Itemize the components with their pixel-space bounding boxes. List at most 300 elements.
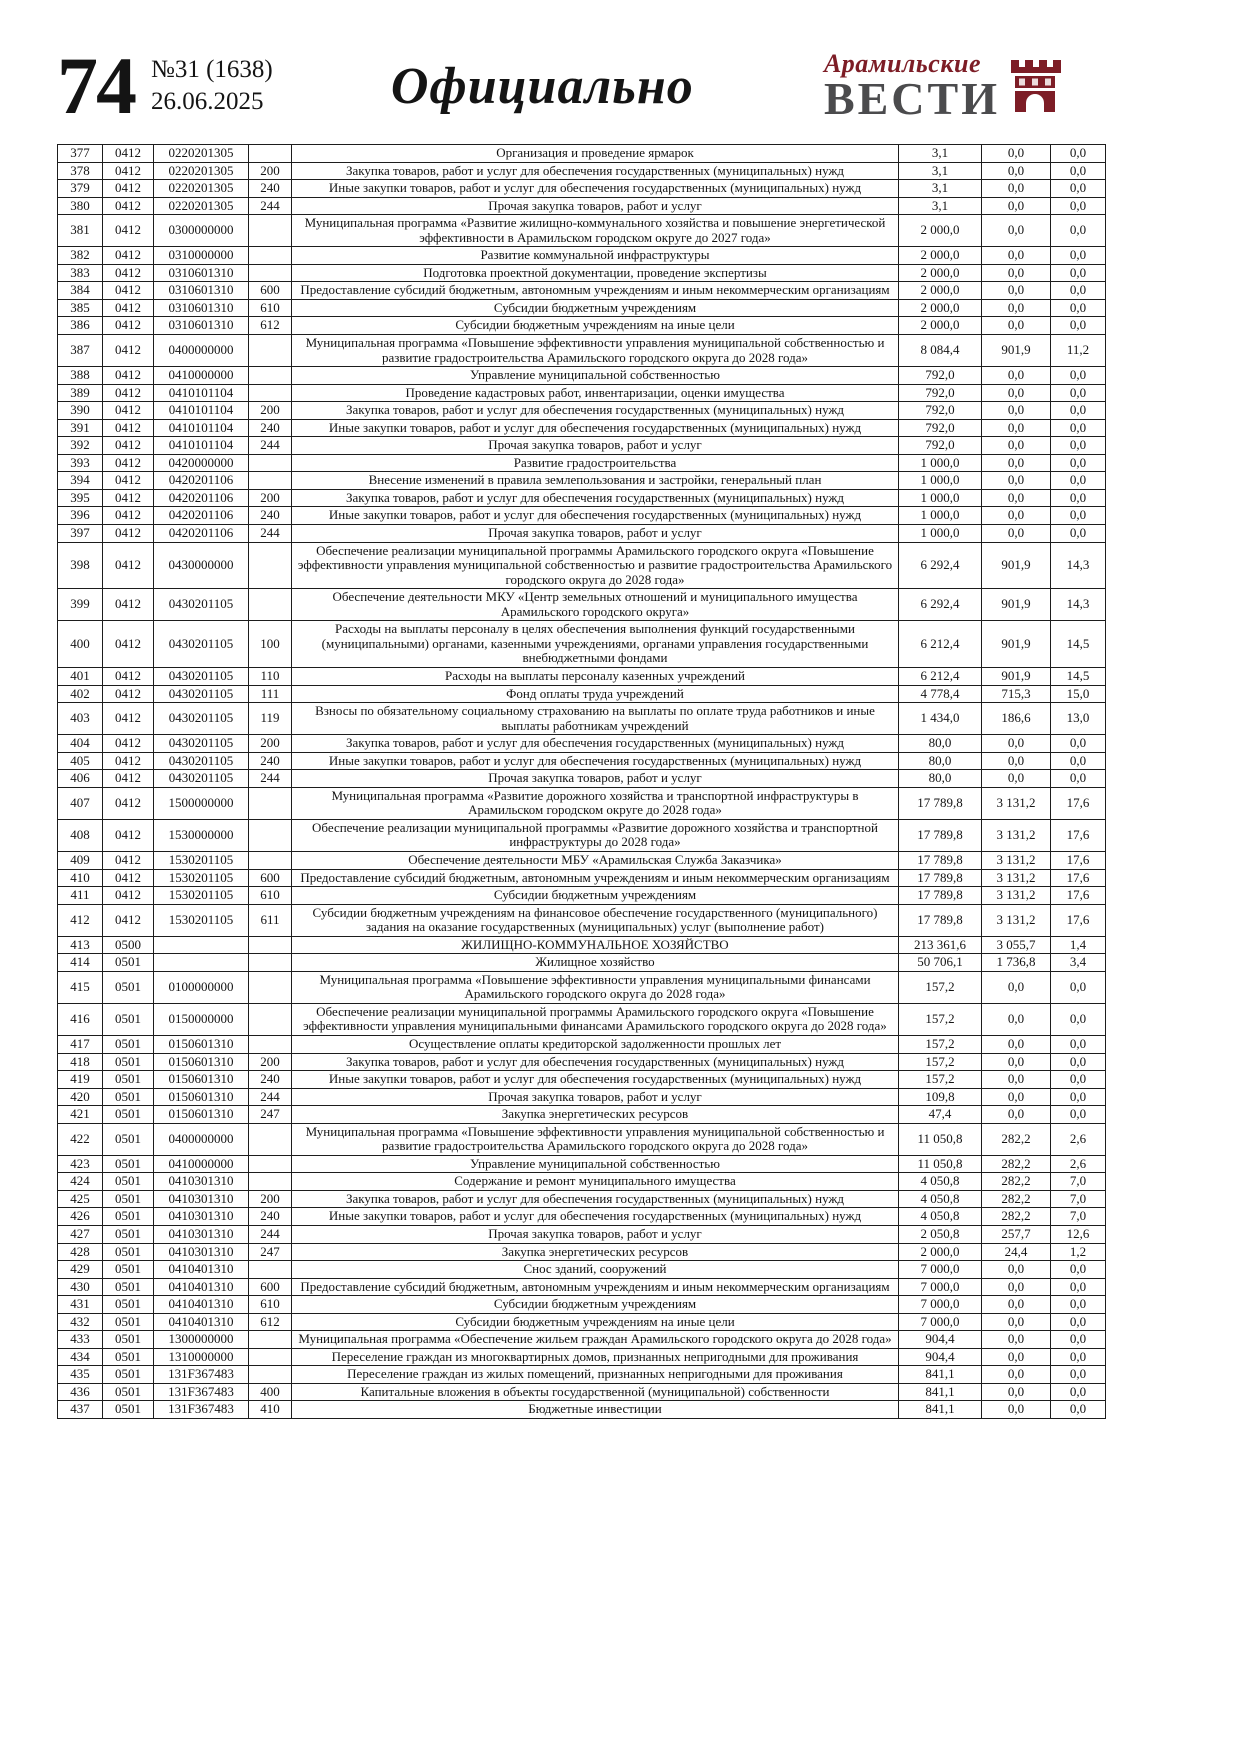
amount-col-3: 17,6 xyxy=(1051,851,1106,869)
amount-col-1: 157,2 xyxy=(899,1003,982,1035)
row-number: 392 xyxy=(58,437,103,455)
section-code: 0412 xyxy=(103,454,154,472)
row-number: 428 xyxy=(58,1243,103,1261)
amount-col-1: 1 000,0 xyxy=(899,507,982,525)
section-code: 0501 xyxy=(103,1190,154,1208)
issue-block xyxy=(151,54,273,119)
table-row xyxy=(58,1035,1106,1053)
table-row xyxy=(58,402,1106,420)
expense-type-code xyxy=(249,787,292,819)
expense-type-code xyxy=(249,335,292,367)
target-article-code: 0430201105 xyxy=(154,703,249,735)
section-code: 0501 xyxy=(103,1088,154,1106)
row-number: 403 xyxy=(58,703,103,735)
row-number: 393 xyxy=(58,454,103,472)
expense-type-code: 240 xyxy=(249,752,292,770)
amount-col-3: 3,4 xyxy=(1051,954,1106,972)
section-code: 0501 xyxy=(103,1383,154,1401)
amount-col-1: 2 000,0 xyxy=(899,299,982,317)
expense-type-code: 610 xyxy=(249,1296,292,1314)
target-article-code: 0150601310 xyxy=(154,1106,249,1124)
row-number: 431 xyxy=(58,1296,103,1314)
expense-type-code: 200 xyxy=(249,489,292,507)
expense-type-code xyxy=(249,936,292,954)
amount-col-1: 4 050,8 xyxy=(899,1173,982,1191)
expense-name: Закупка товаров, работ и услуг для обеспечения государственных (муниципальных) нужд xyxy=(292,1190,899,1208)
amount-col-1: 11 050,8 xyxy=(899,1155,982,1173)
target-article-code: 0410301310 xyxy=(154,1243,249,1261)
amount-col-3: 0,0 xyxy=(1051,971,1106,1003)
expense-name: Прочая закупка товаров, работ и услуг xyxy=(292,525,899,543)
section-code: 0412 xyxy=(103,507,154,525)
expense-name: Обеспечение деятельности МКУ «Центр земельных отношений и муниципального имущества Арамильского городского округа» xyxy=(292,589,899,621)
table-row xyxy=(58,247,1106,265)
amount-col-1: 157,2 xyxy=(899,1071,982,1089)
expense-name: Закупка товаров, работ и услуг для обеспечения государственных (муниципальных) нужд xyxy=(292,162,899,180)
target-article-code: 0430201105 xyxy=(154,685,249,703)
section-code: 0501 xyxy=(103,1173,154,1191)
amount-col-1: 904,4 xyxy=(899,1331,982,1349)
expense-name: Снос зданий, сооружений xyxy=(292,1261,899,1279)
target-article-code: 0150601310 xyxy=(154,1053,249,1071)
expense-name: Прочая закупка товаров, работ и услуг xyxy=(292,197,899,215)
amount-col-1: 7 000,0 xyxy=(899,1261,982,1279)
expense-name: Обеспечение деятельности МБУ «Арамильская Служба Заказчика» xyxy=(292,851,899,869)
table-row xyxy=(58,335,1106,367)
expense-name: Муниципальная программа «Повышение эффективности управления муниципальной собственностью и развитие градостроительства Арамильского городского округа до 2028 года» xyxy=(292,335,899,367)
target-article-code xyxy=(154,936,249,954)
amount-col-3: 0,0 xyxy=(1051,299,1106,317)
target-article-code: 0150601310 xyxy=(154,1035,249,1053)
expense-name: Расходы на выплаты персоналу казенных учреждений xyxy=(292,667,899,685)
amount-col-1: 1 000,0 xyxy=(899,489,982,507)
amount-col-2: 282,2 xyxy=(982,1173,1051,1191)
amount-col-2: 715,3 xyxy=(982,685,1051,703)
expense-type-code xyxy=(249,954,292,972)
expense-type-code: 240 xyxy=(249,419,292,437)
table-row xyxy=(58,1401,1106,1419)
row-number: 408 xyxy=(58,819,103,851)
table-row xyxy=(58,1003,1106,1035)
row-number: 421 xyxy=(58,1106,103,1124)
row-number: 417 xyxy=(58,1035,103,1053)
expense-name: Прочая закупка товаров, работ и услуг xyxy=(292,770,899,788)
expense-type-code: 610 xyxy=(249,299,292,317)
target-article-code: 0430201105 xyxy=(154,667,249,685)
target-article-code: 0410301310 xyxy=(154,1173,249,1191)
section-code: 0412 xyxy=(103,869,154,887)
section-code: 0412 xyxy=(103,145,154,163)
section-code: 0412 xyxy=(103,525,154,543)
target-article-code: 0430201105 xyxy=(154,621,249,668)
expense-name: Иные закупки товаров, работ и услуг для обеспечения государственных (муниципальных) нужд xyxy=(292,180,899,198)
row-number: 418 xyxy=(58,1053,103,1071)
row-number: 388 xyxy=(58,367,103,385)
row-number: 384 xyxy=(58,282,103,300)
target-article-code: 0410301310 xyxy=(154,1226,249,1244)
target-article-code: 1530201105 xyxy=(154,851,249,869)
amount-col-1: 17 789,8 xyxy=(899,869,982,887)
amount-col-3: 0,0 xyxy=(1051,1383,1106,1401)
target-article-code: 0420201106 xyxy=(154,507,249,525)
amount-col-1: 17 789,8 xyxy=(899,787,982,819)
amount-col-1: 792,0 xyxy=(899,367,982,385)
target-article-code: 0410401310 xyxy=(154,1278,249,1296)
amount-col-3: 0,0 xyxy=(1051,1003,1106,1035)
table-row xyxy=(58,282,1106,300)
amount-col-1: 8 084,4 xyxy=(899,335,982,367)
expense-name: Развитие градостроительства xyxy=(292,454,899,472)
section-code: 0501 xyxy=(103,971,154,1003)
expense-type-code: 240 xyxy=(249,1071,292,1089)
section-code: 0501 xyxy=(103,1348,154,1366)
expense-type-code xyxy=(249,1331,292,1349)
amount-col-2: 0,0 xyxy=(982,1313,1051,1331)
expense-name: Субсидии бюджетным учреждениям xyxy=(292,887,899,905)
amount-col-2: 0,0 xyxy=(982,770,1051,788)
amount-col-1: 7 000,0 xyxy=(899,1296,982,1314)
expense-name: Иные закупки товаров, работ и услуг для обеспечения государственных (муниципальных) нужд xyxy=(292,507,899,525)
expense-name: Иные закупки товаров, работ и услуг для обеспечения государственных (муниципальных) нужд xyxy=(292,752,899,770)
expense-name: Развитие коммунальной инфраструктуры xyxy=(292,247,899,265)
section-code: 0412 xyxy=(103,621,154,668)
target-article-code: 0400000000 xyxy=(154,1123,249,1155)
expense-type-code: 244 xyxy=(249,770,292,788)
amount-col-3: 0,0 xyxy=(1051,525,1106,543)
expense-type-code: 200 xyxy=(249,162,292,180)
table-row xyxy=(58,1088,1106,1106)
section-code: 0501 xyxy=(103,1155,154,1173)
amount-col-1: 2 000,0 xyxy=(899,282,982,300)
section-code: 0501 xyxy=(103,1278,154,1296)
target-article-code: 0220201305 xyxy=(154,197,249,215)
table-row xyxy=(58,437,1106,455)
expense-type-code: 612 xyxy=(249,317,292,335)
expense-type-code: 200 xyxy=(249,1053,292,1071)
target-article-code: 0310601310 xyxy=(154,317,249,335)
amount-col-1: 17 789,8 xyxy=(899,819,982,851)
amount-col-1: 11 050,8 xyxy=(899,1123,982,1155)
section-code: 0501 xyxy=(103,1071,154,1089)
budget-table xyxy=(57,144,1106,1419)
expense-name: Субсидии бюджетным учреждениям xyxy=(292,1296,899,1314)
row-number: 419 xyxy=(58,1071,103,1089)
section-code: 0501 xyxy=(103,1053,154,1071)
amount-col-2: 0,0 xyxy=(982,454,1051,472)
expense-type-code: 200 xyxy=(249,402,292,420)
amount-col-3: 17,6 xyxy=(1051,819,1106,851)
expense-name: Расходы на выплаты персоналу в целях обеспечения выполнения функций государственными (муниципальными) органами, казенными учреждениями, органами управления государственными внебюджетными фондами xyxy=(292,621,899,668)
section-code: 0412 xyxy=(103,851,154,869)
amount-col-1: 80,0 xyxy=(899,752,982,770)
expense-name: Внесение изменений в правила землепользования и застройки, генеральный план xyxy=(292,472,899,490)
expense-type-code: 244 xyxy=(249,197,292,215)
table-row xyxy=(58,1243,1106,1261)
target-article-code: 0420201106 xyxy=(154,489,249,507)
amount-col-3: 0,0 xyxy=(1051,282,1106,300)
table-row xyxy=(58,621,1106,668)
amount-col-1: 904,4 xyxy=(899,1348,982,1366)
section-code: 0501 xyxy=(103,954,154,972)
table-row xyxy=(58,667,1106,685)
target-article-code: 0310601310 xyxy=(154,282,249,300)
page-content xyxy=(57,34,1090,1419)
amount-col-2: 257,7 xyxy=(982,1226,1051,1244)
amount-col-3: 0,0 xyxy=(1051,735,1106,753)
amount-col-2: 0,0 xyxy=(982,162,1051,180)
amount-col-2: 0,0 xyxy=(982,1366,1051,1384)
row-number: 425 xyxy=(58,1190,103,1208)
expense-name: Субсидии бюджетным учреждениям xyxy=(292,299,899,317)
section-code: 0412 xyxy=(103,215,154,247)
amount-col-3: 0,0 xyxy=(1051,1401,1106,1419)
amount-col-3: 0,0 xyxy=(1051,1261,1106,1279)
section-code: 0412 xyxy=(103,437,154,455)
row-number: 412 xyxy=(58,904,103,936)
amount-col-3: 15,0 xyxy=(1051,685,1106,703)
expense-type-code: 247 xyxy=(249,1106,292,1124)
section-code: 0501 xyxy=(103,1208,154,1226)
amount-col-1: 157,2 xyxy=(899,971,982,1003)
amount-col-3: 0,0 xyxy=(1051,437,1106,455)
expense-type-code xyxy=(249,1035,292,1053)
expense-type-code xyxy=(249,1348,292,1366)
table-row xyxy=(58,1296,1106,1314)
expense-type-code xyxy=(249,971,292,1003)
target-article-code: 0430201105 xyxy=(154,770,249,788)
table-row xyxy=(58,752,1106,770)
amount-col-2: 0,0 xyxy=(982,197,1051,215)
amount-col-2: 0,0 xyxy=(982,367,1051,385)
amount-col-2: 0,0 xyxy=(982,1003,1051,1035)
section-code: 0501 xyxy=(103,1035,154,1053)
expense-name: Обеспечение реализации муниципальной программы Арамильского городского округа «Повышение эффективности управления муниципальными финансами Арамильского городского округа до 2028 года» xyxy=(292,1003,899,1035)
expense-type-code xyxy=(249,589,292,621)
amount-col-3: 0,0 xyxy=(1051,1053,1106,1071)
target-article-code: 0410101104 xyxy=(154,384,249,402)
amount-col-1: 4 778,4 xyxy=(899,685,982,703)
target-article-code: 1310000000 xyxy=(154,1348,249,1366)
section-code: 0412 xyxy=(103,282,154,300)
target-article-code: 0420201106 xyxy=(154,525,249,543)
amount-col-1: 2 000,0 xyxy=(899,1243,982,1261)
table-row xyxy=(58,589,1106,621)
expense-type-code: 600 xyxy=(249,1278,292,1296)
section-code: 0501 xyxy=(103,1331,154,1349)
expense-name: Прочая закупка товаров, работ и услуг xyxy=(292,1226,899,1244)
amount-col-3: 0,0 xyxy=(1051,402,1106,420)
expense-name: ЖИЛИЩНО-КОММУНАЛЬНОЕ ХОЗЯЙСТВО xyxy=(292,936,899,954)
amount-col-1: 50 706,1 xyxy=(899,954,982,972)
section-code: 0412 xyxy=(103,542,154,589)
table-row xyxy=(58,685,1106,703)
table-row xyxy=(58,454,1106,472)
amount-col-2: 3 131,2 xyxy=(982,904,1051,936)
target-article-code: 0410000000 xyxy=(154,1155,249,1173)
target-article-code: 131F367483 xyxy=(154,1401,249,1419)
amount-col-3: 17,6 xyxy=(1051,887,1106,905)
amount-col-3: 7,0 xyxy=(1051,1208,1106,1226)
amount-col-1: 3,1 xyxy=(899,180,982,198)
expense-name: Прочая закупка товаров, работ и услуг xyxy=(292,437,899,455)
amount-col-2: 0,0 xyxy=(982,1106,1051,1124)
table-row xyxy=(58,869,1106,887)
fortress-crest-icon xyxy=(1008,57,1062,115)
amount-col-3: 0,0 xyxy=(1051,1313,1106,1331)
section-code: 0501 xyxy=(103,1106,154,1124)
expense-type-code xyxy=(249,145,292,163)
expense-type-code: 247 xyxy=(249,1243,292,1261)
brand-name-top: Арамильские xyxy=(823,49,981,79)
expense-type-code xyxy=(249,384,292,402)
target-article-code: 0410000000 xyxy=(154,367,249,385)
amount-col-2: 0,0 xyxy=(982,472,1051,490)
amount-col-1: 1 000,0 xyxy=(899,454,982,472)
amount-col-3: 0,0 xyxy=(1051,384,1106,402)
section-code: 0412 xyxy=(103,197,154,215)
table-row xyxy=(58,1348,1106,1366)
section-code: 0412 xyxy=(103,402,154,420)
amount-col-1: 2 000,0 xyxy=(899,317,982,335)
amount-col-3: 1,2 xyxy=(1051,1243,1106,1261)
amount-col-3: 0,0 xyxy=(1051,1278,1106,1296)
target-article-code: 0150601310 xyxy=(154,1071,249,1089)
target-article-code: 131F367483 xyxy=(154,1383,249,1401)
section-code: 0412 xyxy=(103,752,154,770)
amount-col-2: 0,0 xyxy=(982,264,1051,282)
amount-col-1: 841,1 xyxy=(899,1383,982,1401)
expense-type-code: 240 xyxy=(249,1208,292,1226)
row-number: 401 xyxy=(58,667,103,685)
amount-col-2: 24,4 xyxy=(982,1243,1051,1261)
amount-col-2: 901,9 xyxy=(982,589,1051,621)
table-row xyxy=(58,1106,1106,1124)
expense-name: Организация и проведение ярмарок xyxy=(292,145,899,163)
amount-col-1: 4 050,8 xyxy=(899,1190,982,1208)
expense-type-code xyxy=(249,1261,292,1279)
amount-col-2: 0,0 xyxy=(982,384,1051,402)
amount-col-3: 11,2 xyxy=(1051,335,1106,367)
expense-type-code xyxy=(249,851,292,869)
budget-table-body xyxy=(58,145,1106,1419)
amount-col-2: 0,0 xyxy=(982,402,1051,420)
amount-col-1: 109,8 xyxy=(899,1088,982,1106)
row-number: 396 xyxy=(58,507,103,525)
row-number: 389 xyxy=(58,384,103,402)
row-number: 387 xyxy=(58,335,103,367)
target-article-code: 0310601310 xyxy=(154,299,249,317)
row-number: 399 xyxy=(58,589,103,621)
row-number: 411 xyxy=(58,887,103,905)
table-row xyxy=(58,1313,1106,1331)
amount-col-2: 0,0 xyxy=(982,247,1051,265)
amount-col-1: 6 212,4 xyxy=(899,621,982,668)
expense-name: Фонд оплаты труда учреждений xyxy=(292,685,899,703)
amount-col-3: 0,0 xyxy=(1051,1296,1106,1314)
amount-col-1: 157,2 xyxy=(899,1053,982,1071)
amount-col-2: 3 055,7 xyxy=(982,936,1051,954)
amount-col-1: 157,2 xyxy=(899,1035,982,1053)
row-number: 432 xyxy=(58,1313,103,1331)
section-code: 0412 xyxy=(103,335,154,367)
table-row xyxy=(58,819,1106,851)
expense-type-code xyxy=(249,1123,292,1155)
expense-name: Закупка товаров, работ и услуг для обеспечения государственных (муниципальных) нужд xyxy=(292,1053,899,1071)
row-number: 435 xyxy=(58,1366,103,1384)
row-number: 385 xyxy=(58,299,103,317)
row-number: 415 xyxy=(58,971,103,1003)
expense-name: Управление муниципальной собственностью xyxy=(292,1155,899,1173)
amount-col-3: 0,0 xyxy=(1051,770,1106,788)
amount-col-2: 0,0 xyxy=(982,1088,1051,1106)
target-article-code: 0220201305 xyxy=(154,162,249,180)
section-code: 0412 xyxy=(103,384,154,402)
section-code: 0412 xyxy=(103,489,154,507)
target-article-code: 0410101104 xyxy=(154,402,249,420)
target-article-code: 0150000000 xyxy=(154,1003,249,1035)
amount-col-1: 7 000,0 xyxy=(899,1278,982,1296)
row-number: 380 xyxy=(58,197,103,215)
table-row xyxy=(58,1190,1106,1208)
table-row xyxy=(58,145,1106,163)
section-code: 0501 xyxy=(103,1313,154,1331)
amount-col-3: 0,0 xyxy=(1051,419,1106,437)
expense-name: Субсидии бюджетным учреждениям на иные цели xyxy=(292,317,899,335)
amount-col-2: 3 131,2 xyxy=(982,851,1051,869)
amount-col-2: 0,0 xyxy=(982,282,1051,300)
amount-col-2: 0,0 xyxy=(982,489,1051,507)
amount-col-3: 2,6 xyxy=(1051,1155,1106,1173)
table-row xyxy=(58,264,1106,282)
expense-type-code xyxy=(249,247,292,265)
amount-col-1: 1 000,0 xyxy=(899,472,982,490)
table-row xyxy=(58,735,1106,753)
amount-col-2: 0,0 xyxy=(982,1035,1051,1053)
section-code: 0412 xyxy=(103,685,154,703)
table-row xyxy=(58,971,1106,1003)
expense-name: Закупка энергетических ресурсов xyxy=(292,1243,899,1261)
row-number: 437 xyxy=(58,1401,103,1419)
amount-col-1: 4 050,8 xyxy=(899,1208,982,1226)
target-article-code: 1530201105 xyxy=(154,904,249,936)
amount-col-2: 0,0 xyxy=(982,752,1051,770)
expense-name: Иные закупки товаров, работ и услуг для обеспечения государственных (муниципальных) нужд xyxy=(292,419,899,437)
expense-type-code: 200 xyxy=(249,735,292,753)
expense-type-code: 400 xyxy=(249,1383,292,1401)
amount-col-2: 0,0 xyxy=(982,437,1051,455)
table-row xyxy=(58,1226,1106,1244)
brand-text xyxy=(823,49,1000,125)
amount-col-2: 0,0 xyxy=(982,317,1051,335)
expense-type-code xyxy=(249,367,292,385)
expense-type-code: 200 xyxy=(249,1190,292,1208)
amount-col-1: 7 000,0 xyxy=(899,1313,982,1331)
section-code: 0501 xyxy=(103,1401,154,1419)
table-row xyxy=(58,317,1106,335)
issue-date: 26.06.2025 xyxy=(151,88,264,115)
amount-col-2: 0,0 xyxy=(982,1278,1051,1296)
amount-col-2: 0,0 xyxy=(982,1071,1051,1089)
section-code: 0412 xyxy=(103,180,154,198)
page-number: 74 xyxy=(57,40,135,132)
expense-name: Закупка товаров, работ и услуг для обеспечения государственных (муниципальных) нужд xyxy=(292,402,899,420)
table-row xyxy=(58,472,1106,490)
table-row xyxy=(58,1208,1106,1226)
amount-col-2: 901,9 xyxy=(982,542,1051,589)
amount-col-2: 0,0 xyxy=(982,1383,1051,1401)
amount-col-2: 282,2 xyxy=(982,1155,1051,1173)
amount-col-1: 17 789,8 xyxy=(899,851,982,869)
